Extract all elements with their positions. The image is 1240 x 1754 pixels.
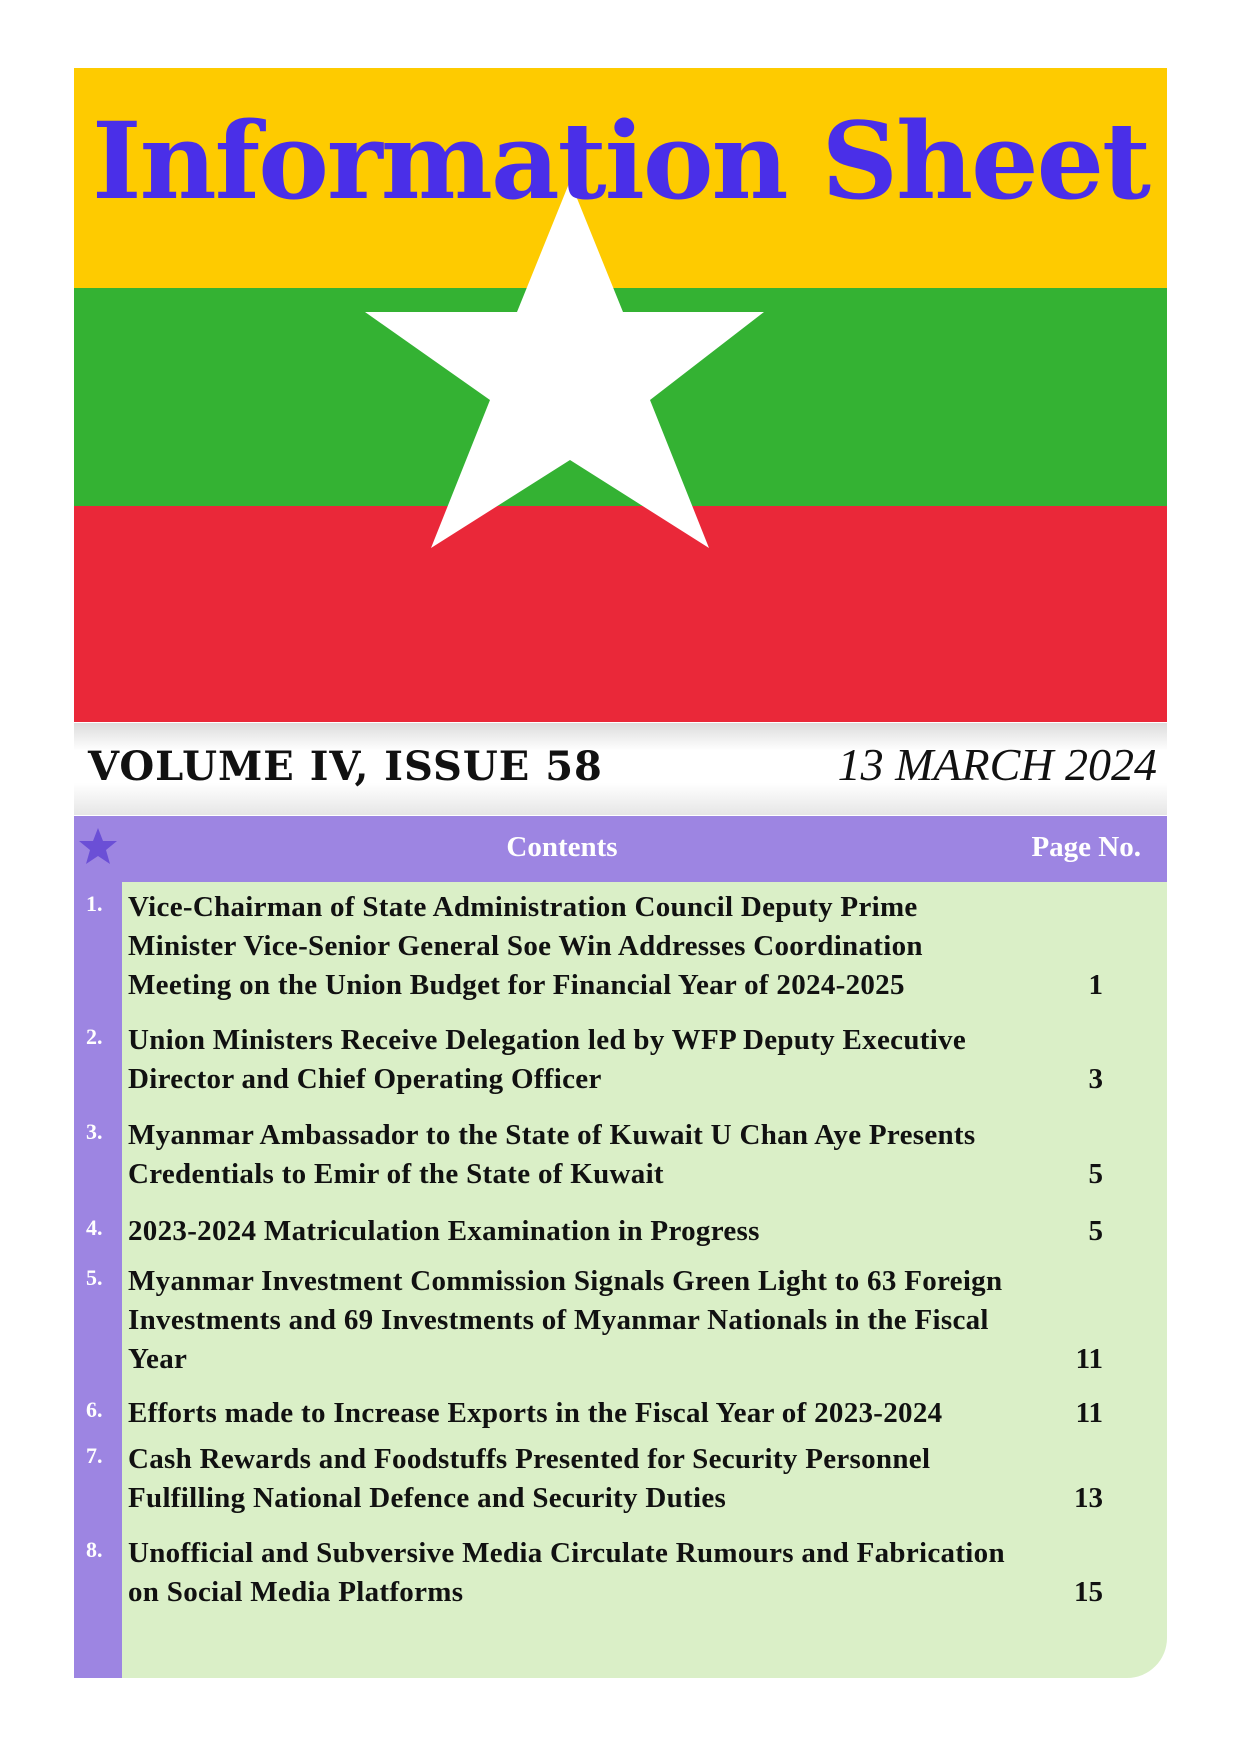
toc-item-number: 6. <box>86 1397 103 1422</box>
toc-item-number: 4. <box>86 1215 103 1240</box>
volume-issue: VOLUME IV, ISSUE 58 <box>88 743 603 790</box>
toc-item-title[interactable]: Vice-Chairman of State Administration Council Deputy Prime Minister Vice-Senior General Soe Win Addresses Coordination Meeting on the Union Budget for Financial Year of 2024-2025 <box>128 891 923 1001</box>
toc-item-title[interactable]: Myanmar Investment Commission Signals Green Light to 63 Foreign Investments and 69 Investments of Myanmar Nationals in the Fiscal Year <box>128 1265 1003 1375</box>
issue-band <box>74 723 1167 815</box>
toc-item-title[interactable]: Efforts made to Increase Exports in the Fiscal Year of 2023-2024 <box>128 1397 943 1429</box>
toc-item-title[interactable]: 2023-2024 Matriculation Examination in Progress <box>128 1215 760 1247</box>
toc-item-page: 15 <box>1074 1576 1103 1608</box>
page-title: Information Sheet <box>91 98 1149 223</box>
toc-item-number: 5. <box>86 1265 103 1290</box>
issue-date: 13 MARCH 2024 <box>837 739 1157 790</box>
toc-header <box>122 816 1167 882</box>
toc-item-number: 1. <box>86 891 103 916</box>
myanmar-flag <box>74 68 1167 722</box>
star-icon <box>78 826 118 866</box>
contents-label: Contents <box>506 831 618 863</box>
toc-item-page: 5 <box>1088 1158 1103 1190</box>
toc-item-number: 3. <box>86 1119 103 1144</box>
toc-item-page: 11 <box>1075 1397 1103 1429</box>
toc-item-number: 8. <box>86 1537 103 1562</box>
toc-item-page: 5 <box>1088 1215 1103 1247</box>
toc-item-page: 3 <box>1088 1063 1103 1095</box>
toc-item-title[interactable]: Myanmar Ambassador to the State of Kuwait U Chan Aye Presents Credentials to Emir of the State of Kuwait <box>128 1119 976 1190</box>
toc-item-number: 7. <box>86 1443 103 1468</box>
toc-item-title[interactable]: Union Ministers Receive Delegation led by WFP Deputy Executive Director and Chief Operating Officer <box>128 1024 967 1095</box>
toc-item-title[interactable]: Cash Rewards and Foodstuffs Presented for Security Personnel Fulfilling National Defence and Security Duties <box>128 1443 931 1514</box>
table-of-contents <box>74 816 1167 1678</box>
toc-item-page: 11 <box>1075 1343 1103 1375</box>
page-number-label: Page No. <box>1031 831 1141 863</box>
toc-item-page: 13 <box>1074 1482 1103 1514</box>
toc-item-title[interactable]: Unofficial and Subversive Media Circulate Rumours and Fabrication on Social Media Platforms <box>128 1537 1005 1608</box>
toc-item-number: 2. <box>86 1024 103 1049</box>
toc-item-page: 1 <box>1088 969 1103 1001</box>
